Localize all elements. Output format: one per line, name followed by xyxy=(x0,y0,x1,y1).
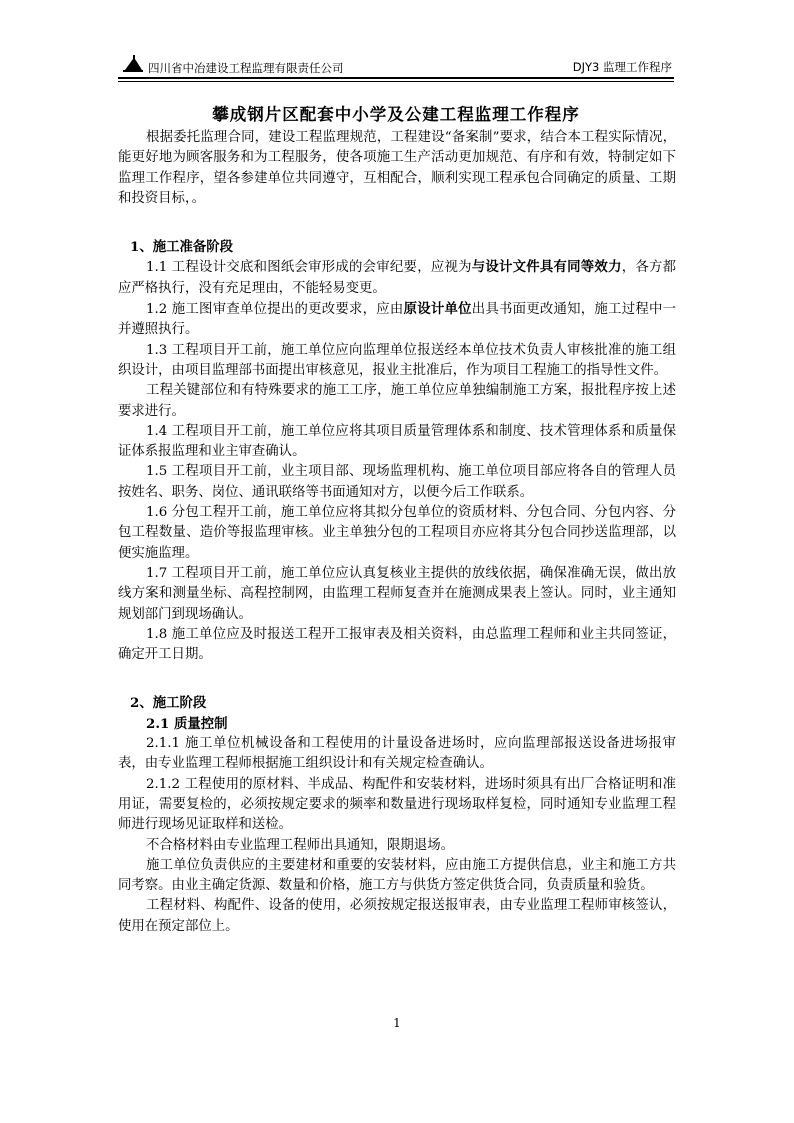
header-rule-thick xyxy=(118,77,674,79)
paragraph-1-5: 1.5 工程项目开工前，业主项目部、现场监理机构、施工单位项目部应将各自的管理人员按姓名、职务、岗位、通讯联络等书面通知对方，以便今后工作联系。 xyxy=(118,464,676,500)
paragraph-1-1-text-end: ，各方都应严格执行，没有充足理由，不能轻易变更。 xyxy=(118,260,676,296)
section-1-heading: 1、施工准备阶段 xyxy=(130,239,234,256)
paragraph-2-1-2-usage: 工程材料、构配件、设备的使用，必须按规定报送报审表，由专业监理工程师审核签认，使用在预定部位上。 xyxy=(118,898,676,934)
paragraph-1-3: 1.3 工程项目开工前，施工单位应向监理单位报送经本单位技术负责人审核批准的施工组织设计，由项目监理部书面提出审核意见，报业主批准后，作为项目工程施工的指导性文件。 xyxy=(118,342,676,378)
paragraph-1-6: 1.6 分包工程开工前，施工单位应将其拟分包单位的资质材料、分包合同、分包内容、分包工程数量、造价等报监理审核。业主单独分包的工程项目亦应将其分包合同抄送监理部，以便实施监理。 xyxy=(118,505,676,561)
company-name: 四川省中冶建设工程监理有限责任公司 xyxy=(148,61,344,75)
paragraph-2-1-2-supply: 施工单位负责供应的主要建材和重要的安装材料，应由施工方提供信息，业主和施工方共同考察。由业主确定货源、数量和价格，施工方与供货方签定供货合同，负责质量和验货。 xyxy=(118,857,676,894)
paragraph-1-2-emphasis: 原设计单位 xyxy=(403,301,472,318)
paragraph-1-2 xyxy=(118,299,676,341)
paragraph-1-1 xyxy=(118,257,676,299)
paragraph-1-1-emphasis: 与设计文件具有同等效力 xyxy=(471,259,622,276)
paragraph-2-1-1: 2.1.1 施工单位机械设备和工程使用的计量设备进场时，应向监理部报送设备进场报审表，由专业监理工程师根据施工组织设计和有关规定检查确认。 xyxy=(118,736,676,772)
paragraph-1-3-supplement: 工程关键部位和有特殊要求的施工工序，施工单位应单独编制施工方案，报批程序按上述要求进行。 xyxy=(118,383,676,419)
paragraph-1-2-text-end: 出具书面更改通知，施工过程中一并遵照执行。 xyxy=(118,302,676,338)
page-header xyxy=(118,46,674,78)
subsection-2-1-heading: 2.1 质量控制 xyxy=(146,715,228,732)
section-2-heading: 2、施工阶段 xyxy=(130,695,207,712)
paragraph-1-4: 1.4 工程项目开工前，施工单位应将其项目质量管理体系和制度、技术管理体系和质量保证体系报监理和业主审查确认。 xyxy=(118,423,676,460)
paragraph-2-1-2: 2.1.2 工程使用的原材料、半成品、构配件和安装材料，进场时须具有出厂合格证明和准用证，需要复检的，必须按规定要求的频率和数量进行现场取样复检，同时通知专业监理工程师进行现场见证取样和送检。 xyxy=(118,776,676,833)
company-logo-icon xyxy=(122,54,144,74)
document-body xyxy=(118,128,676,937)
paragraph-2-1-2-rejected-materials: 不合格材料由专业监理工程师出具通知，限期退场。 xyxy=(146,837,454,853)
header-rule-thin xyxy=(118,81,674,82)
paragraph-1-1-text: 1.1 工程设计交底和图纸会审形成的会审纪要，应视为 xyxy=(146,260,472,276)
page-number: 1 xyxy=(393,1016,401,1030)
intro-paragraph: 根据委托监理合同，建设工程监理规范，工程建设“备案制”要求，结合本工程实际情况，能更好地为顾客服务和为工程服务，使各项施工生产活动更加规范、有序和有效，特制定如下监理工作程序，望各参建单位共同遵守，互相配合，顺利实现工程承包合同确定的质量、工期和投资目标，。 xyxy=(118,130,676,206)
paragraph-1-7: 1.7 工程项目开工前，施工单位应认真复核业主提供的放线依据，确保准确无误，做出放线方案和测量坐标、高程控制网，由监理工程师复查并在施测成果表上签认。同时，业主通知规划部门到现场确认。 xyxy=(118,565,676,622)
document-reference: DJY3 监理工作程序 xyxy=(572,60,672,74)
document-title: 攀成钢片区配套中小学及公建工程监理工作程序 xyxy=(212,105,580,124)
paragraph-1-8: 1.8 施工单位应及时报送工程开工报审表及相关资料，由总监理工程师和业主共同签证，确定开工日期。 xyxy=(118,626,676,663)
paragraph-1-2-text: 1.2 施工图审查单位提出的更改要求，应由 xyxy=(146,302,404,318)
